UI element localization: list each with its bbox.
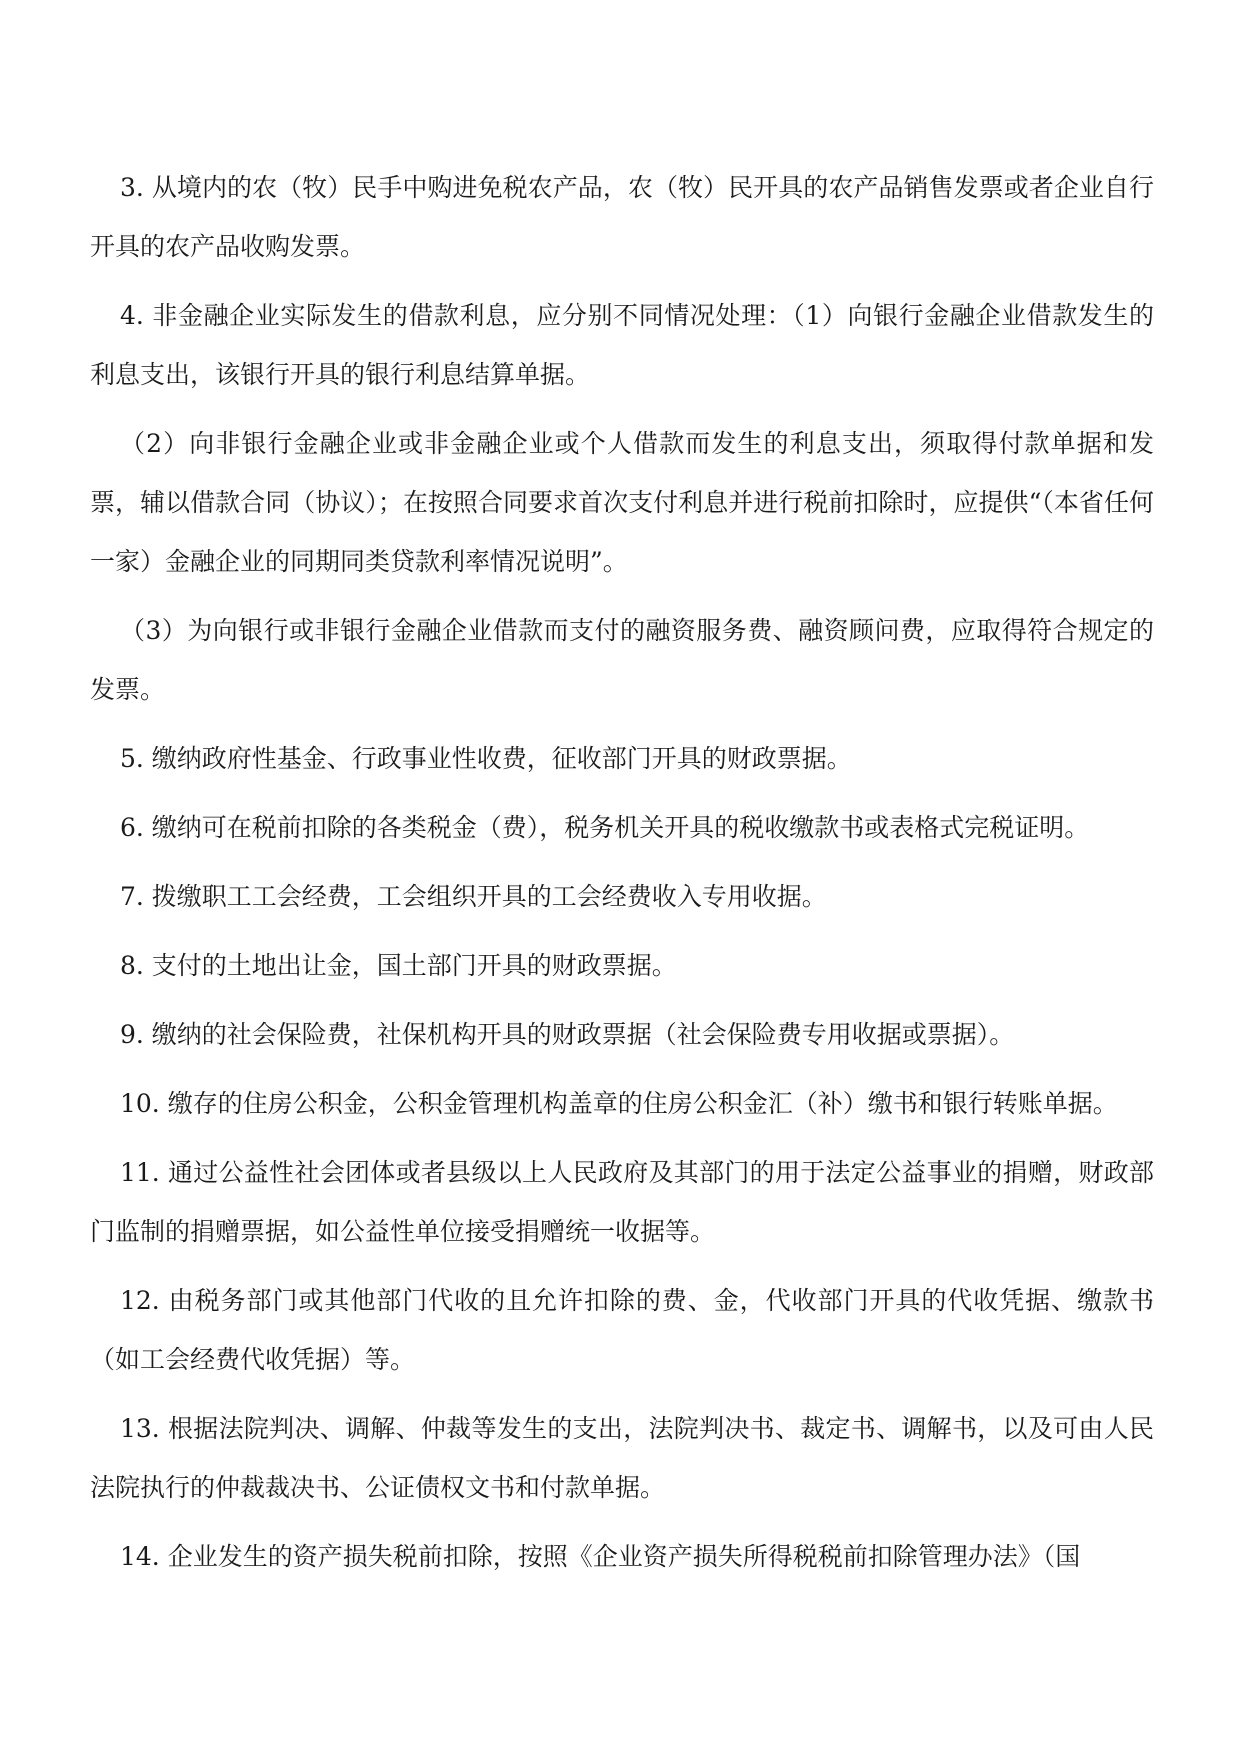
paragraph-item-6: 6. 缴纳可在税前扣除的各类税金（费），税务机关开具的税收缴款书或表格式完税证明。 [120,813,1090,842]
paragraph-item-10: 10. 缴存的住房公积金，公积金管理机构盖章的住房公积金汇（补）缴书和银行转账单据。 [120,1089,1118,1118]
paragraph-item-7: 7. 拨缴职工工会经费，工会组织开具的工会经费收入专用收据。 [120,882,827,911]
paragraph-item-13: 13. 根据法院判决、调解、仲裁等发生的支出，法院判决书、裁定书、调解书，以及可由人民法院执行的仲裁裁决书、公证债权文书和付款单据。 [90,1414,1154,1502]
paragraph-item-4-2: （2）向非银行金融企业或非金融企业或个人借款而发生的利息支出，须取得付款单据和发票，辅以借款合同（协议）；在按照合同要求首次支付利息并进行税前扣除时，应提供“（本省任何一家）金融企业的同期同类贷款利率情况说明”。 [90,429,1154,576]
document-body [90,158,1154,1596]
paragraph-item-11: 11. 通过公益性社会团体或者县级以上人民政府及其部门的用于法定公益事业的捐赠，财政部门监制的捐赠票据，如公益性单位接受捐赠统一收据等。 [90,1158,1154,1246]
paragraph-item-4-3: （3）为向银行或非银行金融企业借款而支付的融资服务费、融资顾问费，应取得符合规定的发票。 [90,616,1154,704]
paragraph-item-14: 14. 企业发生的资产损失税前扣除，按照《企业资产损失所得税税前扣除管理办法》（国 [120,1542,1081,1571]
paragraph-item-12: 12. 由税务部门或其他部门代收的且允许扣除的费、金，代收部门开具的代收凭据、缴款书（如工会经费代收凭据）等。 [90,1286,1154,1374]
paragraph-item-4: 4. 非金融企业实际发生的借款利息，应分别不同情况处理：（1）向银行金融企业借款发生的利息支出，该银行开具的银行利息结算单据。 [90,301,1154,389]
paragraph-item-3: 3. 从境内的农（牧）民手中购进免税农产品，农（牧）民开具的农产品销售发票或者企业自行开具的农产品收购发票。 [90,173,1154,261]
paragraph-item-5: 5. 缴纳政府性基金、行政事业性收费，征收部门开具的财政票据。 [120,744,852,773]
paragraph-item-9: 9. 缴纳的社会保险费，社保机构开具的财政票据（社会保险费专用收据或票据）。 [120,1020,1015,1049]
paragraph-item-8: 8. 支付的土地出让金，国土部门开具的财政票据。 [120,951,677,980]
